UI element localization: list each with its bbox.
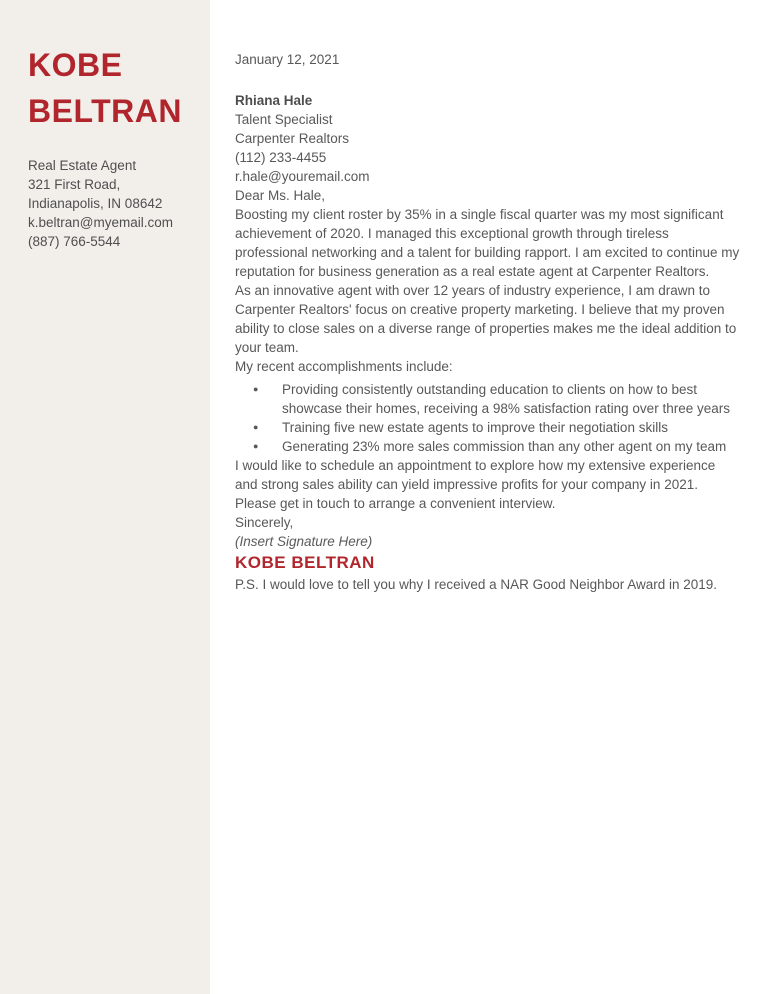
candidate-name <box>28 42 194 134</box>
list-item <box>253 380 740 418</box>
bullet-icon: ● <box>253 441 259 451</box>
contact-phone: (887) 766-5544 <box>28 234 121 249</box>
paragraph-achievement: Boosting my client roster by 35% in a single fiscal quarter was my most significant achievement of 2020. I managed this exceptional growth through tireless professional networking and a talent for building rapport. I am excited to continue my reputation for business generation as a real estate agent at Carpenter Realtors. <box>235 207 740 279</box>
contact-email: k.beltran@myemail.com <box>28 215 173 230</box>
postscript: P.S. I would love to tell you why I received a NAR Good Neighbor Award in 2019. <box>235 577 718 592</box>
candidate-first-name: KOBE <box>28 47 123 83</box>
recipient-company: Carpenter Realtors <box>235 131 350 146</box>
signature-name: KOBE BELTRAN <box>235 553 375 572</box>
salutation: Dear Ms. Hale, <box>235 188 326 203</box>
contact-role: Real Estate Agent <box>28 158 137 173</box>
accomplishment-training: Training five new estate agents to improve their negotiation skills <box>282 420 668 435</box>
candidate-last-name: BELTRAN <box>28 93 182 129</box>
bullet-icon: ● <box>253 422 259 432</box>
accomplishments-intro: My recent accomplishments include: <box>235 359 453 374</box>
accomplishment-education: Providing consistently outstanding education to clients on how to best showcase their homes, receiving a 98% satisfaction rating over three years <box>282 382 730 416</box>
list-item <box>253 418 740 437</box>
signoff: Sincerely, <box>235 515 294 530</box>
sidebar <box>0 0 210 994</box>
accomplishments-list <box>235 380 740 456</box>
contact-city: Indianapolis, IN 08642 <box>28 196 163 211</box>
list-item <box>253 437 740 456</box>
recipient-block <box>235 91 740 186</box>
closing-paragraph: I would like to schedule an appointment to explore how my extensive experience and strong sales ability can yield impressive profits for your company in 2021. Please get in touch to arrange a convenient interview. <box>235 458 716 511</box>
letter-date: January 12, 2021 <box>235 52 340 67</box>
recipient-name: Rhiana Hale <box>235 93 313 108</box>
recipient-phone: (112) 233-4455 <box>235 150 327 165</box>
signature-placeholder: (Insert Signature Here) <box>235 534 373 549</box>
paragraph-experience: As an innovative agent with over 12 years of industry experience, I am drawn to Carpenter Realtors' focus on creative property marketing. I believe that my proven ability to close sales on a diverse range of properties makes me the ideal addition to your team. <box>235 283 737 355</box>
bullet-icon: ● <box>253 384 259 394</box>
recipient-email: r.hale@youremail.com <box>235 169 370 184</box>
contact-street: 321 First Road, <box>28 177 121 192</box>
recipient-title: Talent Specialist <box>235 112 333 127</box>
letter-body <box>235 0 740 594</box>
contact-info <box>28 156 194 251</box>
accomplishment-commission: Generating 23% more sales commission than any other agent on my team <box>282 439 727 454</box>
